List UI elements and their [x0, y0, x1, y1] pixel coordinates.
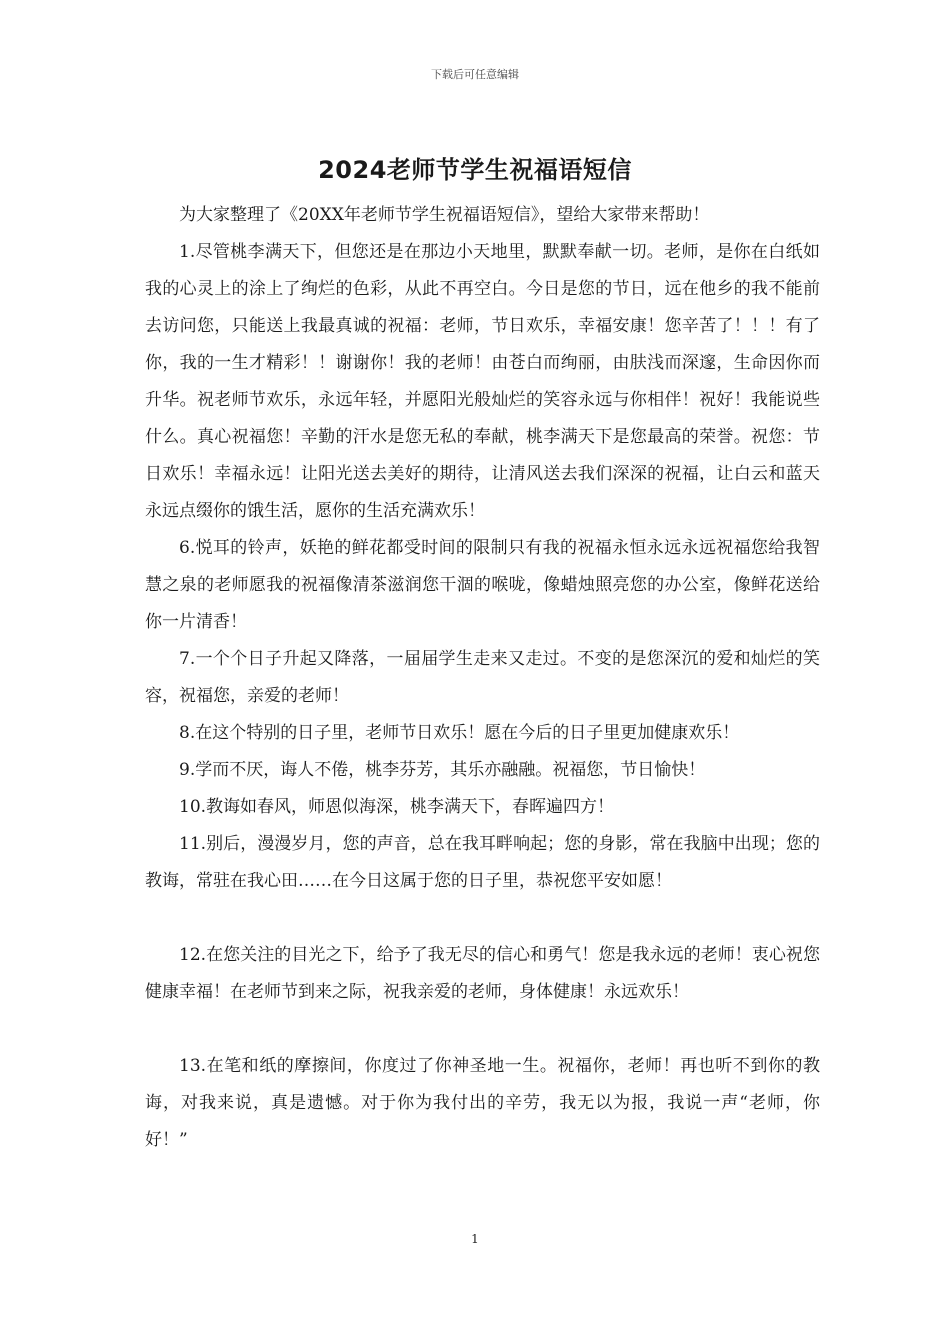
- document-body: [145, 197, 820, 1159]
- page-number: 1: [471, 1232, 479, 1246]
- paragraph-1: 1.尽管桃李满天下，但您还是在那边小天地里，默默奉献一切。老师，是你在白纸如我的心灵上的涂上了绚烂的色彩，从此不再空白。今日是您的节日，远在他乡的我不能前去访问您，只能送上我最真诚的祝福：老师，节日欢乐，幸福安康！您辛苦了！！！有了你，我的一生才精彩！！谢谢你！我的老师！由苍白而绚丽，由肤浅而深邃，生命因你而升华。祝老师节欢乐，永远年轻，并愿阳光般灿烂的笑容永远与你相伴！祝好！我能说些什么。真心祝福您！辛勤的汗水是您无私的奉献，桃李满天下是您最高的荣誉。祝您：节日欢乐！幸福永远！让阳光送去美好的期待，让清风送去我们深深的祝福，让白云和蓝天永远点缀你的饿生活，愿你的生活充满欢乐！: [145, 242, 820, 521]
- paragraph-12: 12.在您关注的目光之下，给予了我无尽的信心和勇气！您是我永远的老师！衷心祝您健康幸福！在老师节到来之际，祝我亲爱的老师，身体健康！永远欢乐！: [145, 945, 820, 1002]
- paragraph-6: 6.悦耳的铃声，妖艳的鲜花都受时间的限制只有我的祝福永恒永远永远祝福您给我智慧之泉的老师愿我的祝福像清茶滋润您干涸的喉咙，像蜡烛照亮您的办公室，像鲜花送给你一片清香！: [145, 538, 820, 632]
- paragraph-8: 8.在这个特别的日子里，老师节日欢乐！愿在今后的日子里更加健康欢乐！: [179, 723, 740, 743]
- page-header: 下载后可任意编辑: [431, 68, 519, 81]
- intro-paragraph: 为大家整理了《20XX年老师节学生祝福语短信》，望给大家带来帮助！: [179, 205, 710, 225]
- paragraph-13: 13.在笔和纸的摩擦间，你度过了你神圣地一生。祝福你，老师！再也听不到你的教诲，对我来说，真是遗憾。对于你为我付出的辛劳，我无以为报，我说一声“老师，你好！”: [145, 1056, 820, 1150]
- paragraph-spacer: [145, 1011, 820, 1048]
- paragraph-spacer: [145, 900, 820, 937]
- paragraph-10: 10.教诲如春风，师恩似海深，桃李满天下，春晖遍四方！: [179, 797, 615, 817]
- paragraph-11: 11.别后，漫漫岁月，您的声音，总在我耳畔响起；您的身影，常在我脑中出现；您的教诲，常驻在我心田……在今日这属于您的日子里，恭祝您平安如愿！: [145, 834, 820, 891]
- paragraph-7: 7.一个个日子升起又降落，一届届学生走来又走过。不变的是您深沉的爱和灿烂的笑容，祝福您，亲爱的老师！: [145, 649, 820, 706]
- paragraph-9: 9.学而不厌，诲人不倦，桃李芬芳，其乐亦融融。祝福您，节日愉快！: [179, 760, 706, 780]
- document-title: 2024老师节学生祝福语短信: [318, 156, 632, 184]
